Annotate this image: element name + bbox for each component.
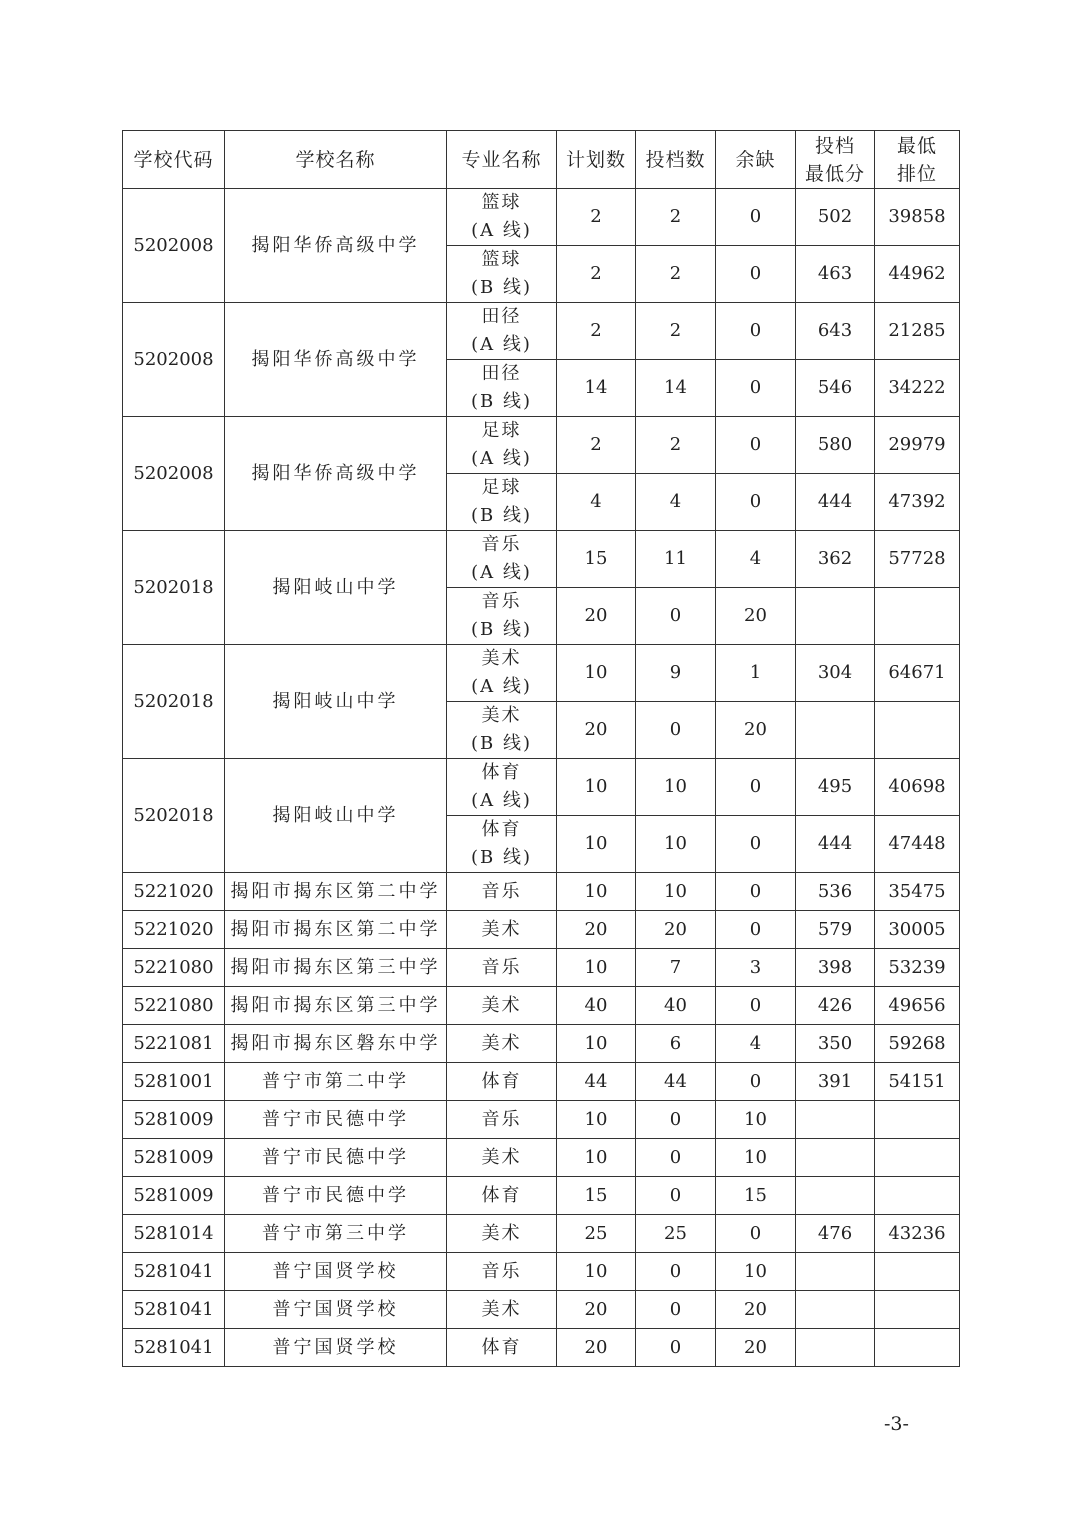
school-name-cell: 揭阳岐山中学 (225, 645, 447, 759)
table-row (123, 1025, 960, 1063)
vacancy-cell: 0 (716, 417, 796, 474)
filed-cell: 0 (636, 1101, 716, 1139)
header-filed: 投档数 (636, 131, 716, 189)
min-rank-cell (875, 1253, 960, 1291)
min-rank-cell (875, 1177, 960, 1215)
school-code-cell: 5221020 (123, 873, 225, 911)
school-name-cell: 揭阳市揭东区第二中学 (225, 873, 447, 911)
min-rank-cell: 54151 (875, 1063, 960, 1101)
min-rank-cell: 30005 (875, 911, 960, 949)
major-line: (B 线) (471, 391, 532, 412)
vacancy-cell: 0 (716, 759, 796, 816)
major-cell: 美术 (447, 911, 557, 949)
major-cell: 音乐 (447, 1253, 557, 1291)
major-line: (B 线) (471, 847, 532, 868)
filed-cell: 0 (636, 588, 716, 645)
filed-cell: 20 (636, 911, 716, 949)
major-name: 篮球 (481, 192, 522, 213)
min-score-cell: 643 (796, 303, 875, 360)
plan-cell: 10 (557, 873, 636, 911)
major-cell (447, 702, 557, 759)
min-score-cell (796, 1139, 875, 1177)
filed-cell: 9 (636, 645, 716, 702)
school-name-cell: 揭阳岐山中学 (225, 759, 447, 873)
major-name: 音乐 (481, 534, 522, 555)
header-min-rank-line2: 排位 (896, 162, 937, 185)
min-score-cell: 502 (796, 189, 875, 246)
min-score-cell: 536 (796, 873, 875, 911)
major-cell (447, 246, 557, 303)
min-score-cell: 350 (796, 1025, 875, 1063)
filed-cell: 0 (636, 1329, 716, 1367)
major-cell (447, 303, 557, 360)
school-code-cell: 5281041 (123, 1329, 225, 1367)
plan-cell: 20 (557, 702, 636, 759)
school-code-cell: 5281009 (123, 1139, 225, 1177)
filed-cell: 7 (636, 949, 716, 987)
major-cell (447, 816, 557, 873)
min-score-cell (796, 588, 875, 645)
filed-cell: 0 (636, 702, 716, 759)
table-row (123, 873, 960, 911)
filed-cell: 10 (636, 816, 716, 873)
major-name: 田径 (481, 363, 522, 384)
major-name: 篮球 (481, 249, 522, 270)
major-line: (A 线) (471, 448, 532, 469)
major-cell (447, 189, 557, 246)
school-code-cell: 5281041 (123, 1291, 225, 1329)
major-cell (447, 588, 557, 645)
table-row (123, 645, 960, 702)
school-code-cell: 5221081 (123, 1025, 225, 1063)
header-min-score-line1: 投档 (814, 134, 855, 157)
school-name-cell: 普宁国贤学校 (225, 1291, 447, 1329)
school-name-cell: 揭阳市揭东区第二中学 (225, 911, 447, 949)
header-row (123, 131, 960, 189)
min-score-cell: 444 (796, 816, 875, 873)
min-rank-cell: 44962 (875, 246, 960, 303)
vacancy-cell: 20 (716, 1329, 796, 1367)
min-rank-cell: 47392 (875, 474, 960, 531)
vacancy-cell: 20 (716, 588, 796, 645)
min-rank-cell: 64671 (875, 645, 960, 702)
vacancy-cell: 0 (716, 1215, 796, 1253)
vacancy-cell: 0 (716, 873, 796, 911)
min-rank-cell: 53239 (875, 949, 960, 987)
major-line: (A 线) (471, 562, 532, 583)
min-score-cell: 426 (796, 987, 875, 1025)
table-row (123, 1215, 960, 1253)
plan-cell: 10 (557, 1101, 636, 1139)
school-code-cell: 5221080 (123, 949, 225, 987)
major-line: (B 线) (471, 619, 532, 640)
filed-cell: 11 (636, 531, 716, 588)
min-rank-cell: 59268 (875, 1025, 960, 1063)
min-rank-cell (875, 588, 960, 645)
school-name-cell: 普宁国贤学校 (225, 1253, 447, 1291)
plan-cell: 20 (557, 1329, 636, 1367)
major-line: (B 线) (471, 733, 532, 754)
major-cell (447, 531, 557, 588)
plan-cell: 10 (557, 1139, 636, 1177)
major-cell: 美术 (447, 1291, 557, 1329)
filed-cell: 40 (636, 987, 716, 1025)
table-row (123, 417, 960, 474)
school-code-cell: 5202018 (123, 645, 225, 759)
plan-cell: 2 (557, 303, 636, 360)
vacancy-cell: 4 (716, 1025, 796, 1063)
filed-cell: 2 (636, 189, 716, 246)
filed-cell: 10 (636, 759, 716, 816)
min-score-cell (796, 1329, 875, 1367)
min-rank-cell: 47448 (875, 816, 960, 873)
filed-cell: 0 (636, 1253, 716, 1291)
vacancy-cell: 0 (716, 189, 796, 246)
filed-cell: 14 (636, 360, 716, 417)
vacancy-cell: 10 (716, 1253, 796, 1291)
table-row (123, 303, 960, 360)
school-name-cell: 普宁国贤学校 (225, 1329, 447, 1367)
header-school-code: 学校代码 (123, 131, 225, 189)
table-row (123, 1177, 960, 1215)
major-cell: 音乐 (447, 873, 557, 911)
header-plan: 计划数 (557, 131, 636, 189)
header-major: 专业名称 (447, 131, 557, 189)
table-row (123, 1063, 960, 1101)
min-score-cell: 391 (796, 1063, 875, 1101)
school-code-cell: 5281041 (123, 1253, 225, 1291)
min-score-cell: 495 (796, 759, 875, 816)
plan-cell: 40 (557, 987, 636, 1025)
major-line: (A 线) (471, 790, 532, 811)
filed-cell: 25 (636, 1215, 716, 1253)
major-cell (447, 360, 557, 417)
major-name: 美术 (481, 705, 522, 726)
min-score-cell (796, 702, 875, 759)
vacancy-cell: 20 (716, 702, 796, 759)
school-name-cell: 揭阳市揭东区第三中学 (225, 987, 447, 1025)
filed-cell: 10 (636, 873, 716, 911)
major-cell (447, 474, 557, 531)
filed-cell: 44 (636, 1063, 716, 1101)
school-name-cell: 普宁市民德中学 (225, 1101, 447, 1139)
header-min-score (796, 131, 875, 189)
vacancy-cell: 0 (716, 303, 796, 360)
vacancy-cell: 0 (716, 987, 796, 1025)
major-cell (447, 645, 557, 702)
major-name: 足球 (481, 420, 522, 441)
school-code-cell: 5221020 (123, 911, 225, 949)
plan-cell: 15 (557, 531, 636, 588)
filed-cell: 0 (636, 1291, 716, 1329)
plan-cell: 15 (557, 1177, 636, 1215)
school-code-cell: 5281001 (123, 1063, 225, 1101)
plan-cell: 2 (557, 246, 636, 303)
table-row (123, 1139, 960, 1177)
min-score-cell (796, 1177, 875, 1215)
table-row (123, 1253, 960, 1291)
plan-cell: 44 (557, 1063, 636, 1101)
major-line: (B 线) (471, 277, 532, 298)
table-row (123, 911, 960, 949)
table-row (123, 987, 960, 1025)
filed-cell: 2 (636, 417, 716, 474)
vacancy-cell: 0 (716, 1063, 796, 1101)
vacancy-cell: 0 (716, 816, 796, 873)
plan-cell: 10 (557, 1025, 636, 1063)
plan-cell: 10 (557, 949, 636, 987)
min-score-cell: 362 (796, 531, 875, 588)
table-row (123, 949, 960, 987)
major-cell (447, 417, 557, 474)
filed-cell: 2 (636, 246, 716, 303)
major-cell: 美术 (447, 987, 557, 1025)
major-line: (A 线) (471, 334, 532, 355)
min-rank-cell: 29979 (875, 417, 960, 474)
major-cell: 美术 (447, 1025, 557, 1063)
vacancy-cell: 3 (716, 949, 796, 987)
school-code-cell: 5202008 (123, 417, 225, 531)
filed-cell: 6 (636, 1025, 716, 1063)
min-score-cell (796, 1253, 875, 1291)
school-code-cell: 5281014 (123, 1215, 225, 1253)
major-name: 美术 (481, 648, 522, 669)
plan-cell: 10 (557, 816, 636, 873)
filed-cell: 4 (636, 474, 716, 531)
plan-cell: 10 (557, 759, 636, 816)
page-number: -3- (884, 1413, 909, 1435)
school-code-cell: 5281009 (123, 1177, 225, 1215)
admission-table (122, 130, 960, 1367)
school-code-cell: 5202008 (123, 303, 225, 417)
header-min-rank (875, 131, 960, 189)
major-cell: 音乐 (447, 1101, 557, 1139)
school-name-cell: 揭阳市揭东区磐东中学 (225, 1025, 447, 1063)
school-code-cell: 5202008 (123, 189, 225, 303)
min-rank-cell (875, 1329, 960, 1367)
school-name-cell: 揭阳市揭东区第三中学 (225, 949, 447, 987)
vacancy-cell: 1 (716, 645, 796, 702)
min-rank-cell: 49656 (875, 987, 960, 1025)
major-name: 音乐 (481, 591, 522, 612)
major-cell: 体育 (447, 1177, 557, 1215)
plan-cell: 25 (557, 1215, 636, 1253)
plan-cell: 20 (557, 588, 636, 645)
school-name-cell: 揭阳岐山中学 (225, 531, 447, 645)
vacancy-cell: 0 (716, 246, 796, 303)
plan-cell: 20 (557, 1291, 636, 1329)
major-cell (447, 759, 557, 816)
major-line: (A 线) (471, 676, 532, 697)
major-name: 体育 (481, 762, 522, 783)
min-rank-cell: 43236 (875, 1215, 960, 1253)
min-rank-cell (875, 1139, 960, 1177)
major-name: 体育 (481, 819, 522, 840)
plan-cell: 4 (557, 474, 636, 531)
vacancy-cell: 15 (716, 1177, 796, 1215)
major-line: (A 线) (471, 220, 532, 241)
vacancy-cell: 10 (716, 1101, 796, 1139)
school-name-cell: 普宁市第二中学 (225, 1063, 447, 1101)
vacancy-cell: 4 (716, 531, 796, 588)
table-row (123, 759, 960, 816)
min-rank-cell (875, 1291, 960, 1329)
min-rank-cell: 40698 (875, 759, 960, 816)
school-code-cell: 5281009 (123, 1101, 225, 1139)
plan-cell: 14 (557, 360, 636, 417)
table-row (123, 1101, 960, 1139)
min-rank-cell: 35475 (875, 873, 960, 911)
min-score-cell (796, 1101, 875, 1139)
min-rank-cell: 21285 (875, 303, 960, 360)
school-name-cell: 普宁市民德中学 (225, 1177, 447, 1215)
header-school-name: 学校名称 (225, 131, 447, 189)
school-name-cell: 揭阳华侨高级中学 (225, 303, 447, 417)
major-cell: 体育 (447, 1063, 557, 1101)
major-line: (B 线) (471, 505, 532, 526)
min-score-cell: 463 (796, 246, 875, 303)
min-score-cell: 304 (796, 645, 875, 702)
min-score-cell: 476 (796, 1215, 875, 1253)
vacancy-cell: 0 (716, 360, 796, 417)
major-cell: 美术 (447, 1139, 557, 1177)
header-min-score-line2: 最低分 (804, 162, 865, 185)
min-rank-cell: 39858 (875, 189, 960, 246)
major-name: 足球 (481, 477, 522, 498)
plan-cell: 10 (557, 1253, 636, 1291)
school-name-cell: 揭阳华侨高级中学 (225, 189, 447, 303)
major-cell: 美术 (447, 1215, 557, 1253)
major-cell: 音乐 (447, 949, 557, 987)
table-row (123, 189, 960, 246)
min-score-cell: 444 (796, 474, 875, 531)
min-score-cell: 546 (796, 360, 875, 417)
vacancy-cell: 0 (716, 474, 796, 531)
school-code-cell: 5221080 (123, 987, 225, 1025)
major-name: 田径 (481, 306, 522, 327)
plan-cell: 2 (557, 417, 636, 474)
min-rank-cell: 57728 (875, 531, 960, 588)
school-name-cell: 揭阳华侨高级中学 (225, 417, 447, 531)
min-score-cell: 580 (796, 417, 875, 474)
plan-cell: 10 (557, 645, 636, 702)
plan-cell: 20 (557, 911, 636, 949)
min-score-cell: 398 (796, 949, 875, 987)
header-min-rank-line1: 最低 (896, 134, 937, 157)
vacancy-cell: 0 (716, 911, 796, 949)
min-rank-cell: 34222 (875, 360, 960, 417)
header-vacancy: 余缺 (716, 131, 796, 189)
major-cell: 体育 (447, 1329, 557, 1367)
table-row (123, 1291, 960, 1329)
school-name-cell: 普宁市民德中学 (225, 1139, 447, 1177)
vacancy-cell: 10 (716, 1139, 796, 1177)
filed-cell: 2 (636, 303, 716, 360)
school-code-cell: 5202018 (123, 759, 225, 873)
table-row (123, 1329, 960, 1367)
filed-cell: 0 (636, 1177, 716, 1215)
min-score-cell (796, 1291, 875, 1329)
min-rank-cell (875, 702, 960, 759)
min-rank-cell (875, 1101, 960, 1139)
min-score-cell: 579 (796, 911, 875, 949)
school-code-cell: 5202018 (123, 531, 225, 645)
vacancy-cell: 20 (716, 1291, 796, 1329)
school-name-cell: 普宁市第三中学 (225, 1215, 447, 1253)
table-body (123, 189, 960, 1367)
filed-cell: 0 (636, 1139, 716, 1177)
plan-cell: 2 (557, 189, 636, 246)
table-row (123, 531, 960, 588)
